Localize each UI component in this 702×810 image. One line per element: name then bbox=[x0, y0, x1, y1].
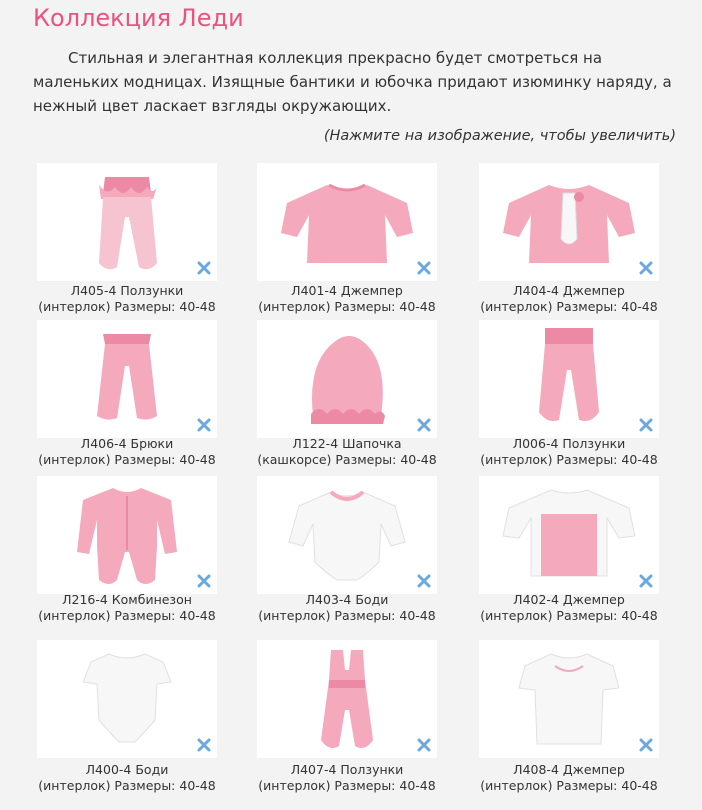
zoom-icon[interactable] bbox=[417, 261, 431, 275]
zoom-icon[interactable] bbox=[417, 738, 431, 752]
jumper-pink-icon bbox=[257, 163, 437, 281]
product-title: Л006-4 Ползунки bbox=[512, 436, 626, 451]
bodysuit-short-icon bbox=[37, 640, 217, 758]
zoom-icon[interactable] bbox=[197, 574, 211, 588]
product-image[interactable] bbox=[257, 320, 437, 438]
product-title: Л407-4 Ползунки bbox=[290, 762, 404, 777]
product-title: Л400-4 Боди bbox=[85, 762, 169, 777]
product-title: Л216-4 Комбинезон bbox=[62, 592, 192, 607]
product-image[interactable] bbox=[479, 320, 659, 438]
product-title: Л406-4 Брюки bbox=[80, 436, 174, 451]
product-sizes: (интерлок) Размеры: 40-48 bbox=[38, 299, 216, 314]
product-sizes: (интерлок) Размеры: 40-48 bbox=[480, 299, 658, 314]
coverall-icon bbox=[37, 476, 217, 594]
product-caption bbox=[236, 592, 458, 624]
product-caption bbox=[458, 592, 680, 624]
zoom-icon[interactable] bbox=[417, 574, 431, 588]
product-sizes: (кашкорсе) Размеры: 40-48 bbox=[257, 452, 437, 467]
product-image[interactable] bbox=[37, 476, 217, 594]
product-sizes: (интерлок) Размеры: 40-48 bbox=[480, 608, 658, 623]
product-image[interactable] bbox=[37, 320, 217, 438]
product-caption bbox=[236, 283, 458, 315]
product-title: Л405-4 Ползунки bbox=[70, 283, 184, 298]
zoom-hint: (Нажмите на изображение, чтобы увеличить) bbox=[323, 128, 676, 144]
bodysuit-long-icon bbox=[257, 476, 437, 594]
product-title: Л404-4 Джемпер bbox=[513, 283, 625, 298]
product-image[interactable] bbox=[479, 163, 659, 281]
zoom-icon[interactable] bbox=[197, 261, 211, 275]
tshirt-white-icon bbox=[479, 640, 659, 758]
pants-footed-ruffle-icon bbox=[37, 163, 217, 281]
product-title: Л122-4 Шапочка bbox=[292, 436, 402, 451]
product-sizes: (интерлок) Размеры: 40-48 bbox=[258, 778, 436, 793]
product-caption bbox=[16, 436, 238, 468]
product-caption bbox=[16, 592, 238, 624]
hat-icon bbox=[257, 320, 437, 438]
product-title: Л401-4 Джемпер bbox=[291, 283, 403, 298]
romper-icon bbox=[257, 640, 437, 758]
zoom-icon[interactable] bbox=[639, 738, 653, 752]
product-image[interactable] bbox=[479, 476, 659, 594]
product-title: Л403-4 Боди bbox=[305, 592, 389, 607]
collection-description: Стильная и элегантная коллекция прекрасно будет смотреться на маленьких модницах. Изящные бантики и юбочка придают изюминку наряду, а нежный цвет ласкает взгляды окружающих. bbox=[33, 49, 672, 115]
product-sizes: (интерлок) Размеры: 40-48 bbox=[480, 452, 658, 467]
zoom-icon[interactable] bbox=[197, 418, 211, 432]
product-title: Л402-4 Джемпер bbox=[513, 592, 625, 607]
product-caption bbox=[458, 436, 680, 468]
zoom-icon[interactable] bbox=[639, 418, 653, 432]
product-caption bbox=[458, 762, 680, 794]
product-sizes: (интерлок) Размеры: 40-48 bbox=[258, 608, 436, 623]
zoom-icon[interactable] bbox=[639, 574, 653, 588]
product-caption bbox=[458, 283, 680, 315]
product-sizes: (интерлок) Размеры: 40-48 bbox=[38, 608, 216, 623]
product-image[interactable] bbox=[37, 163, 217, 281]
zoom-icon[interactable] bbox=[417, 418, 431, 432]
product-sizes: (интерлок) Размеры: 40-48 bbox=[38, 452, 216, 467]
jumper-white-pink-icon bbox=[479, 476, 659, 594]
product-caption bbox=[236, 436, 458, 468]
zoom-icon[interactable] bbox=[639, 261, 653, 275]
product-sizes: (интерлок) Размеры: 40-48 bbox=[258, 299, 436, 314]
product-image[interactable] bbox=[257, 476, 437, 594]
product-sizes: (интерлок) Размеры: 40-48 bbox=[38, 778, 216, 793]
product-image[interactable] bbox=[479, 640, 659, 758]
product-caption bbox=[16, 762, 238, 794]
product-caption bbox=[16, 283, 238, 315]
product-sizes: (интерлок) Размеры: 40-48 bbox=[480, 778, 658, 793]
product-image[interactable] bbox=[37, 640, 217, 758]
product-image[interactable] bbox=[257, 640, 437, 758]
product-image[interactable] bbox=[257, 163, 437, 281]
zoom-icon[interactable] bbox=[197, 738, 211, 752]
jumper-bolero-icon bbox=[479, 163, 659, 281]
trousers-icon bbox=[37, 320, 217, 438]
page-title: Коллекция Леди bbox=[33, 4, 244, 32]
product-title: Л408-4 Джемпер bbox=[513, 762, 625, 777]
product-caption bbox=[236, 762, 458, 794]
pants-footed-icon bbox=[479, 320, 659, 438]
